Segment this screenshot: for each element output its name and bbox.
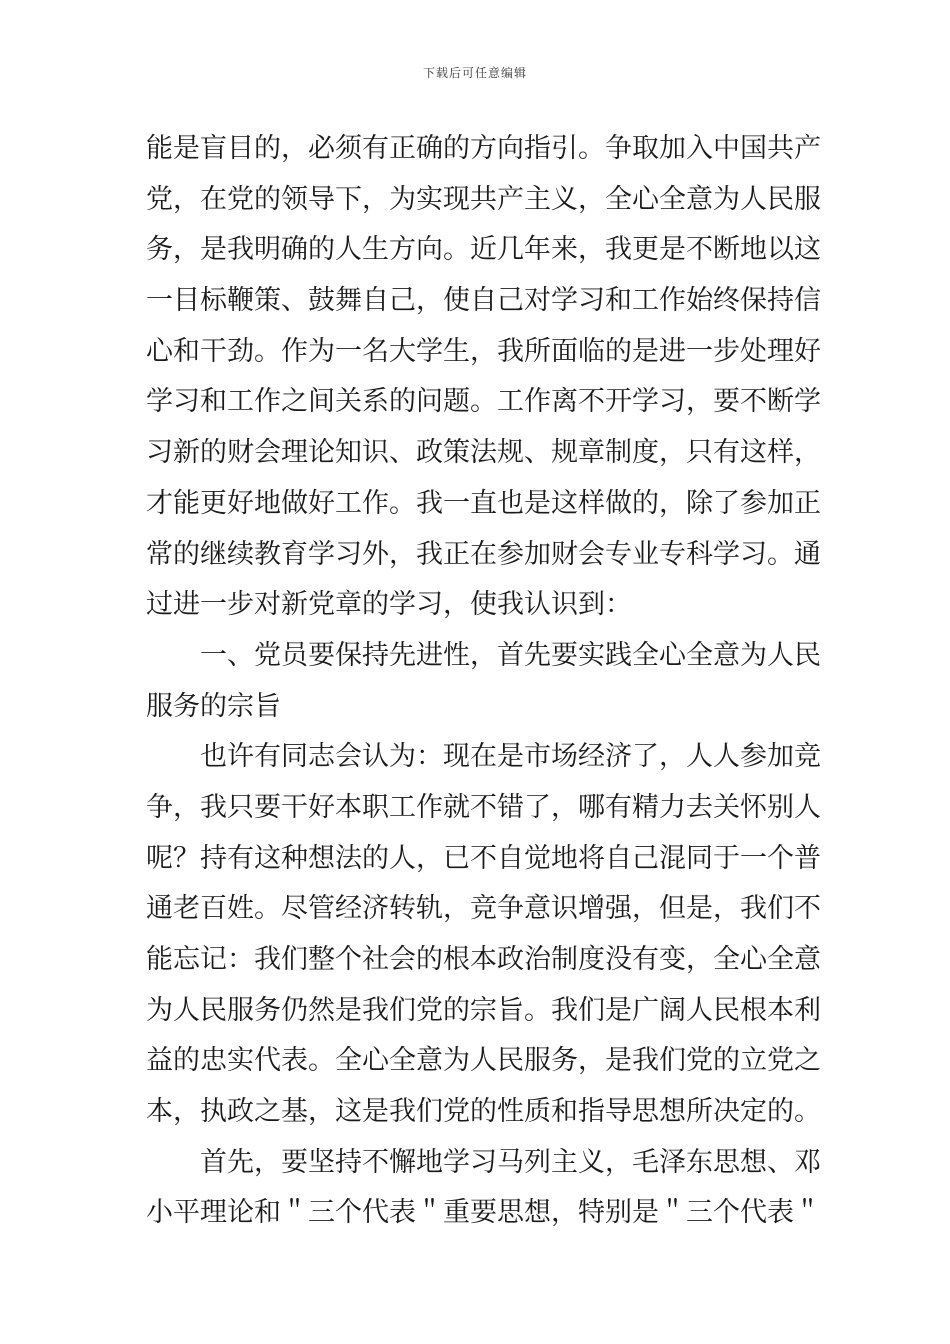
text-line: 才能更好地做好工作。我一直也是这样做的，除了参加正 <box>146 487 821 519</box>
text-line: 小平理论和＂三个代表＂重要思想，特别是＂三个代表＂ <box>146 1197 821 1229</box>
text-line: 能忘记：我们整个社会的根本政治制度没有变，全心全意 <box>146 944 821 975</box>
text-line: 争，我只要干好本职工作就不错了，哪有精力去关怀别人 <box>146 791 821 823</box>
body-text <box>146 124 821 1239</box>
text-line: 务，是我明确的人生方向。近几年来，我更是不断地以这 <box>146 234 821 266</box>
header-note: 下载后可任意编辑 <box>422 66 527 80</box>
text-line: 呢？持有这种想法的人，已不自觉地将自己混同于一个普 <box>146 842 821 874</box>
text-line: 为人民服务仍然是我们党的宗旨。我们是广阔人民根本利 <box>146 994 821 1026</box>
text-line: 能是盲目的，必须有正确的方向指引。争取加入中国共产 <box>146 133 821 164</box>
text-line: 通老百姓。尽管经济转轨，竞争意识增强，但是，我们不 <box>146 893 821 925</box>
text-line: 常的继续教育学习外，我正在参加财会专业专科学习。通 <box>146 538 821 570</box>
text-line: 过进一步对新党章的学习，使我认识到： <box>146 589 632 621</box>
text-line: 心和干劲。作为一名大学生，我所面临的是进一步处理好 <box>146 335 821 367</box>
text-line: 也许有同志会认为：现在是市场经济了，人人参加竞 <box>200 741 821 773</box>
text-line: 益的忠实代表。全心全意为人民服务，是我们党的立党之 <box>146 1045 821 1077</box>
section-heading-line: 服务的宗旨 <box>146 690 281 722</box>
text-line: 党，在党的领导下，为实现共产主义，全心全意为人民服 <box>146 183 821 215</box>
text-line: 一目标鞭策、鼓舞自己，使自己对学习和工作始终保持信 <box>146 285 821 317</box>
text-line: 首先，要坚持不懈地学习马列主义，毛泽东思想、邓 <box>200 1146 821 1178</box>
text-line: 学习和工作之间关系的问题。工作离不开学习，要不断学 <box>146 386 821 418</box>
text-line: 本，执政之基，这是我们党的性质和指导思想所决定的。 <box>146 1096 821 1128</box>
section-heading-line: 一、党员要保持先进性，首先要实践全心全意为人民 <box>200 639 821 671</box>
text-line: 习新的财会理论知识、政策法规、规章制度，只有这样， <box>146 437 821 469</box>
